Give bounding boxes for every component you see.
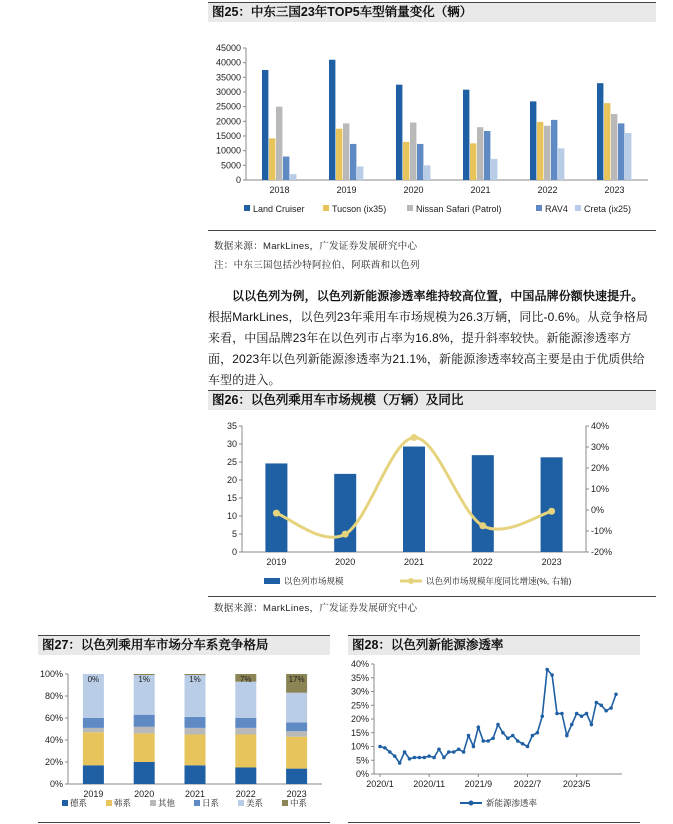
- penetration-point: [565, 734, 569, 738]
- right-tick-label: 0%: [591, 505, 605, 515]
- x-tick-label: 2021: [403, 557, 425, 567]
- y-tick-label: 15000: [215, 131, 241, 141]
- x-tick-label: 2020: [403, 185, 424, 195]
- legend-swatch: [238, 800, 244, 806]
- penetration-point: [378, 745, 382, 749]
- penetration-point: [575, 712, 579, 716]
- data-label: 17%: [288, 675, 305, 684]
- penetration-point: [477, 725, 481, 729]
- bar: [334, 474, 356, 552]
- penetration-point: [393, 754, 397, 758]
- y-tick-label: 40%: [350, 659, 369, 669]
- x-tick-label: 2019: [266, 557, 287, 567]
- x-tick-label: 2020: [134, 789, 155, 799]
- penetration-point: [447, 750, 451, 754]
- legend-swatch: [282, 800, 288, 806]
- bar: [484, 131, 490, 180]
- stack-segment: [286, 693, 307, 723]
- legend-label: 德系: [70, 798, 88, 808]
- right-tick-label: 20%: [591, 463, 610, 473]
- penetration-point: [604, 709, 608, 713]
- x-tick-label: 2020: [335, 557, 356, 567]
- penetration-point: [521, 742, 525, 746]
- growth-point: [411, 434, 418, 441]
- y-tick-label: 60%: [44, 713, 63, 723]
- penetration-point: [511, 734, 515, 738]
- y-tick-label: 25%: [350, 700, 369, 711]
- right-tick-label: 40%: [591, 421, 610, 431]
- figure-27-bottom-rule: [38, 822, 330, 823]
- bar: [463, 90, 469, 180]
- penetration-point: [555, 712, 559, 716]
- x-tick-label: 2019: [83, 789, 104, 799]
- y-tick-label: 40000: [215, 57, 241, 68]
- legend-swatch: [62, 800, 68, 806]
- x-tick-label: 2023: [541, 557, 562, 567]
- penetration-point: [442, 756, 446, 760]
- x-tick-label: 2023/5: [562, 779, 591, 789]
- penetration-point: [418, 756, 422, 760]
- right-tick-label: 10%: [591, 484, 610, 494]
- legend-swatch: [536, 205, 542, 211]
- left-tick-label: 25: [226, 457, 237, 467]
- legend-label: 中系: [290, 798, 308, 808]
- y-tick-label: 10000: [215, 145, 241, 156]
- legend-swatch: [575, 205, 581, 211]
- stack-segment: [286, 737, 307, 769]
- penetration-point: [398, 761, 402, 765]
- penetration-point: [457, 747, 461, 751]
- stack-segment: [185, 735, 206, 766]
- penetration-point: [560, 712, 564, 716]
- data-label: 7%: [240, 675, 252, 684]
- penetration-point: [491, 736, 495, 740]
- y-tick-label: 5%: [355, 755, 369, 766]
- bar: [403, 142, 409, 180]
- bar: [265, 463, 287, 552]
- y-tick-label: 80%: [44, 691, 63, 701]
- y-tick-label: 0: [235, 175, 241, 185]
- data-label: 1%: [138, 675, 150, 684]
- penetration-point: [516, 739, 520, 743]
- stack-segment: [185, 717, 206, 728]
- penetration-point: [599, 703, 603, 707]
- figure-25-bottom-rule: [208, 230, 656, 231]
- growth-point: [548, 508, 555, 515]
- bar: [491, 159, 497, 180]
- stack-segment: [235, 735, 256, 768]
- y-tick-label: 0%: [49, 779, 63, 789]
- y-tick-label: 20000: [215, 116, 241, 127]
- legend-label: Tucson (ix35): [332, 204, 387, 214]
- penetration-point: [481, 739, 485, 743]
- stack-segment: [134, 762, 155, 784]
- stack-segment: [83, 765, 104, 784]
- legend-swatch: [264, 578, 280, 584]
- penetration-point: [531, 734, 535, 738]
- legend-swatch: [106, 800, 112, 806]
- legend-label: 其他: [158, 798, 176, 808]
- y-tick-label: 15%: [350, 727, 369, 738]
- bar: [611, 114, 617, 180]
- stack-segment: [235, 682, 256, 718]
- stack-segment: [185, 765, 206, 784]
- penetration-point: [388, 750, 392, 754]
- x-tick-label: 2022/7: [513, 779, 542, 789]
- legend-label: RAV4: [545, 204, 568, 214]
- bar: [618, 123, 624, 180]
- bar: [530, 101, 536, 180]
- legend-label: 韩系: [114, 798, 132, 808]
- legend-label: Nissan Safari (Patrol): [416, 204, 502, 214]
- legend-swatch: [244, 205, 250, 211]
- penetration-point: [501, 731, 505, 735]
- penetration-point: [540, 714, 544, 718]
- bar: [472, 455, 494, 552]
- data-label: 1%: [189, 675, 201, 684]
- bar: [329, 60, 335, 180]
- y-tick-label: 10%: [350, 741, 369, 752]
- bar: [541, 457, 563, 552]
- legend-label: 美系: [246, 798, 264, 808]
- legend-marker: [408, 578, 414, 584]
- data-label: 0%: [87, 675, 100, 684]
- penetration-point: [590, 723, 594, 727]
- figure-26-bottom-rule: [208, 596, 656, 597]
- stack-segment: [134, 733, 155, 762]
- bar: [396, 85, 402, 180]
- penetration-point: [427, 754, 431, 758]
- stack-segment: [286, 731, 307, 737]
- x-tick-label: 2020/11: [413, 779, 446, 789]
- left-tick-label: 15: [226, 493, 237, 503]
- bar: [403, 447, 425, 552]
- right-tick-label: -20%: [591, 547, 613, 557]
- penetration-point: [585, 712, 589, 716]
- y-tick-label: 35000: [215, 72, 241, 83]
- bar: [604, 103, 610, 180]
- y-tick-label: 5000: [220, 160, 241, 171]
- figure-28-title: 图28：以色列新能源渗透率: [348, 635, 640, 655]
- left-tick-label: 5: [231, 529, 237, 539]
- y-tick-label: 0%: [355, 769, 369, 779]
- figure-27-chart: [38, 656, 330, 822]
- x-tick-label: 2023: [286, 789, 307, 799]
- penetration-point: [472, 745, 476, 749]
- y-tick-label: 25000: [215, 101, 241, 112]
- y-tick-label: 45000: [215, 43, 241, 53]
- bar: [410, 123, 416, 180]
- x-tick-label: 2021/9: [464, 779, 493, 789]
- penetration-point: [408, 757, 412, 761]
- y-tick-label: 20%: [44, 757, 63, 767]
- bar: [537, 122, 543, 180]
- penetration-point: [486, 739, 490, 743]
- body-paragraph: [208, 286, 653, 391]
- stack-segment: [235, 718, 256, 728]
- left-tick-label: 0: [231, 547, 237, 557]
- bar: [470, 143, 476, 180]
- bar: [625, 133, 631, 180]
- left-tick-label: 20: [226, 475, 237, 485]
- bar: [558, 148, 564, 180]
- y-tick-label: 40%: [44, 735, 63, 745]
- x-tick-label: 2023: [604, 185, 625, 195]
- y-tick-label: 100%: [39, 669, 63, 679]
- penetration-point: [595, 701, 599, 705]
- penetration-point: [506, 736, 510, 740]
- x-tick-label: 2020/1: [366, 779, 394, 789]
- left-tick-label: 30: [226, 439, 237, 449]
- stack-segment: [235, 768, 256, 785]
- y-tick-label: 30%: [350, 686, 369, 697]
- y-tick-label: 35%: [350, 672, 369, 683]
- y-tick-label: 20%: [350, 714, 369, 724]
- penetration-point: [580, 714, 584, 718]
- bar: [343, 123, 349, 180]
- bar: [551, 120, 557, 180]
- penetration-point: [570, 723, 574, 727]
- legend-swatch: [407, 205, 413, 211]
- penetration-point: [422, 756, 426, 760]
- left-tick-label: 35: [226, 421, 237, 431]
- stack-segment: [286, 769, 307, 784]
- penetration-point: [403, 750, 407, 754]
- right-tick-label: 30%: [591, 442, 610, 452]
- bar: [477, 127, 483, 180]
- bar: [350, 144, 356, 180]
- bar: [336, 129, 342, 180]
- left-tick-label: 10: [226, 511, 237, 521]
- penetration-point: [545, 668, 549, 672]
- stack-segment: [83, 732, 104, 765]
- legend-label: Land Cruiser: [253, 204, 305, 214]
- bar: [262, 70, 268, 180]
- figure-27-title: 图27：以色列乘用车市场分车系竞争格局: [38, 635, 330, 655]
- penetration-point: [526, 745, 530, 749]
- legend-swatch: [150, 800, 156, 806]
- bar: [424, 165, 430, 180]
- bar: [417, 144, 423, 180]
- legend-label: Creta (ix25): [584, 204, 632, 214]
- x-tick-label: 2018: [269, 185, 290, 195]
- figure-26-source: 数据来源：MarkLines，广发证券发展研究中心: [214, 603, 418, 614]
- penetration-point: [432, 756, 436, 760]
- bar: [597, 83, 603, 180]
- penetration-point: [452, 750, 456, 754]
- legend-label: 新能源渗透率: [486, 798, 538, 808]
- penetration-point: [383, 746, 387, 750]
- stack-segment: [235, 728, 256, 735]
- y-tick-label: 30000: [215, 87, 241, 97]
- bar: [290, 174, 296, 180]
- bar: [276, 107, 282, 180]
- paragraph-body: 根据MarkLines，以色列23年乘用车市场规模为26.3万辆，同比-0.6%。从竞争格局来看，中国品牌23年在以色列市占率为16.8%，提升斜率较快。新能源渗透率方面，2023年以色列新能源渗透率为21.1%，新能源渗透率较高主要是由于优质供给车型的进入。: [208, 310, 649, 387]
- legend-marker: [469, 801, 474, 806]
- legend-swatch: [194, 800, 200, 806]
- figure-25-note: 注：中东三国包括沙特阿拉伯、阿联酋和以色列: [214, 260, 420, 271]
- figure-28-bottom-rule: [348, 822, 640, 823]
- penetration-point: [609, 706, 613, 710]
- x-tick-label: 2022: [537, 185, 558, 195]
- growth-point: [273, 510, 280, 517]
- right-tick-label: -10%: [591, 526, 613, 536]
- x-tick-label: 2019: [336, 185, 357, 195]
- legend-label: 以色列市场规模年度同比增速(%, 右轴): [426, 576, 572, 586]
- stack-segment: [286, 722, 307, 731]
- bar: [269, 138, 275, 180]
- paragraph-lead: 以以色列为例，以色列新能源渗透率维持较高位置，中国品牌份额快速提升。: [232, 289, 644, 303]
- x-tick-label: 2021: [470, 185, 491, 195]
- penetration-point: [413, 756, 417, 760]
- x-tick-label: 2022: [235, 789, 256, 799]
- figure-28-chart: [348, 656, 640, 822]
- penetration-point: [614, 692, 618, 696]
- stack-segment: [185, 728, 206, 735]
- figure-26-chart: [208, 412, 656, 598]
- penetration-point: [536, 731, 540, 735]
- x-tick-label: 2021: [184, 789, 206, 799]
- legend-label: 日系: [202, 798, 220, 808]
- penetration-point: [550, 673, 554, 677]
- x-tick-label: 2022: [472, 557, 493, 567]
- growth-point: [479, 522, 486, 529]
- bar: [357, 167, 363, 180]
- figure-25-title: 图25：中东三国23年TOP5车型销量变化（辆）: [208, 2, 656, 22]
- stack-segment: [83, 718, 104, 728]
- stack-segment: [134, 715, 155, 727]
- legend-label: 以色列市场规模: [284, 576, 344, 586]
- penetration-point: [462, 750, 466, 754]
- stack-segment: [83, 728, 104, 732]
- growth-point: [342, 531, 349, 538]
- penetration-point: [467, 734, 471, 738]
- stack-segment: [134, 727, 155, 734]
- bar: [544, 126, 550, 180]
- legend-swatch: [323, 205, 329, 211]
- bar: [283, 157, 289, 180]
- penetration-point: [437, 747, 441, 751]
- figure-25-source: 数据来源：MarkLines，广发证券发展研究中心: [214, 241, 418, 252]
- figure-26-title: 图26：以色列乘用车市场规模（万辆）及同比: [208, 390, 656, 410]
- penetration-point: [496, 723, 500, 727]
- figure-25-chart: [208, 26, 656, 232]
